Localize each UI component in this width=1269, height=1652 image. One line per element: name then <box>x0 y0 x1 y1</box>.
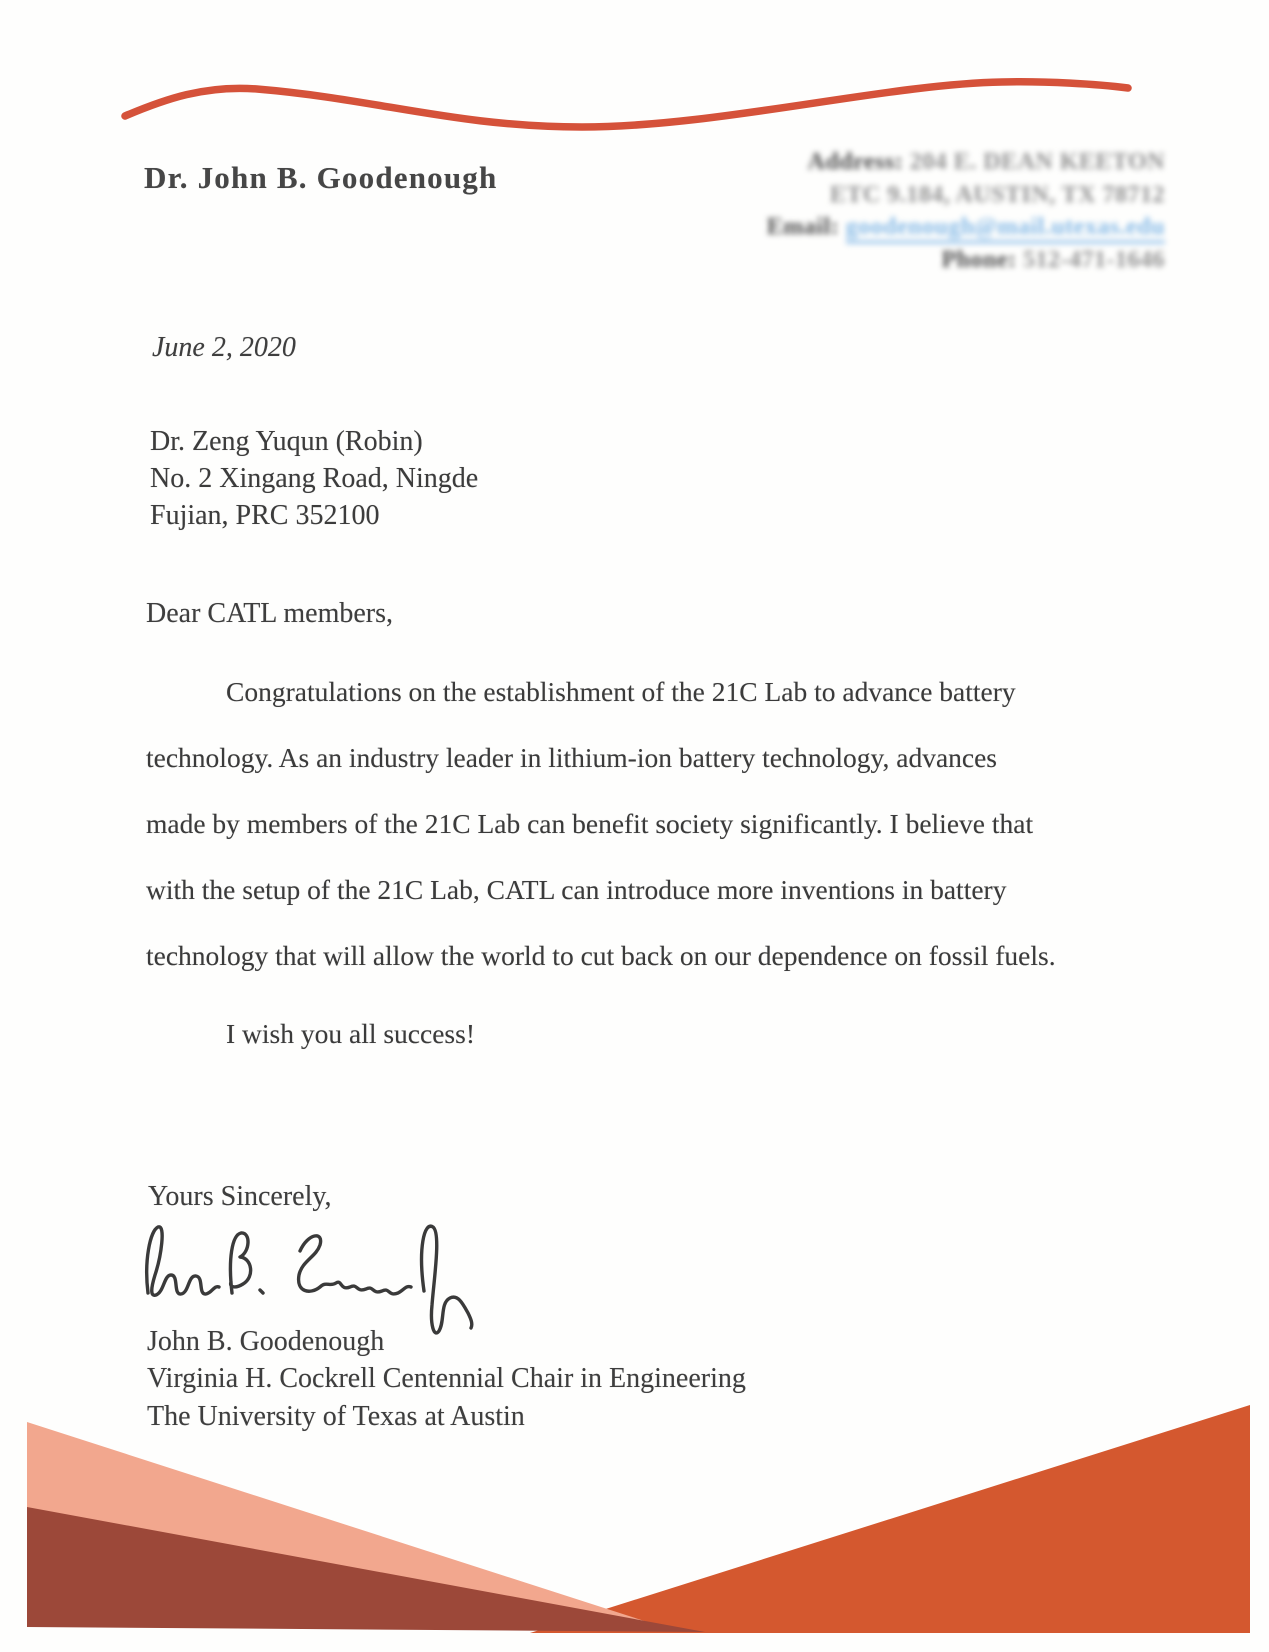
signature-stroke <box>230 1233 263 1293</box>
body-line: technology. As an industry leader in lithium-ion battery technology, advances <box>146 742 998 773</box>
signer-name: John B. Goodenough <box>147 1326 385 1357</box>
contact-address-line2 <box>650 179 1165 212</box>
signer-title: Virginia H. Cockrell Centennial Chair in Engineering <box>147 1363 746 1394</box>
contact-email-line <box>650 211 1165 244</box>
contact-block-redacted <box>650 146 1165 276</box>
phone-label: Phone: <box>941 246 1017 273</box>
email-value: goodenough@mail.utexas.edu <box>846 214 1165 244</box>
footer-ribbon-orange <box>530 1405 1250 1633</box>
footer-ribbons-graphic <box>0 1330 1269 1652</box>
contact-phone-line <box>650 244 1165 277</box>
recipient-line: No. 2 Xingang Road, Ningde <box>150 463 479 494</box>
recipient-line: Fujian, PRC 352100 <box>150 500 380 531</box>
salutation: Dear CATL members, <box>146 598 393 629</box>
recipient-line: Dr. Zeng Yuqun (Robin) <box>150 426 423 457</box>
signature-stroke <box>299 1236 411 1294</box>
phone-value: 512-471-1646 <box>1023 246 1165 273</box>
signature-stroke <box>147 1227 219 1295</box>
body-line: with the setup of the 21C Lab, CATL can introduce more inventions in battery <box>146 874 1007 905</box>
swoosh-stroke <box>125 82 1128 127</box>
footer-ribbon-maroon <box>27 1507 705 1632</box>
signer-org: The University of Texas at Austin <box>147 1401 525 1432</box>
contact-address-line1 <box>650 146 1165 179</box>
letterhead-name: Dr. John B. Goodenough <box>144 160 498 195</box>
body-line: Congratulations on the establishment of the 21C Lab to advance battery <box>226 676 1016 707</box>
signature-stroke <box>422 1226 472 1333</box>
address-value-line1: 204 E. DEAN KEETON <box>909 149 1165 175</box>
body-line: made by members of the 21C Lab can benefit society significantly. I believe that <box>146 808 1034 839</box>
letterhead-swoosh-graphic <box>95 56 1145 146</box>
closing-line: I wish you all success! <box>226 1018 475 1049</box>
body-line: technology that will allow the world to cut back on our dependence on fossil fuels. <box>146 940 1056 971</box>
valediction: Yours Sincerely, <box>148 1181 332 1212</box>
letter-date: June 2, 2020 <box>152 332 296 363</box>
address-value-line2: ETC 9.184, AUSTIN, TX 78712 <box>829 181 1165 208</box>
address-label: Address: <box>807 149 904 175</box>
recipient-address <box>150 423 478 534</box>
email-label: Email: <box>766 214 840 240</box>
